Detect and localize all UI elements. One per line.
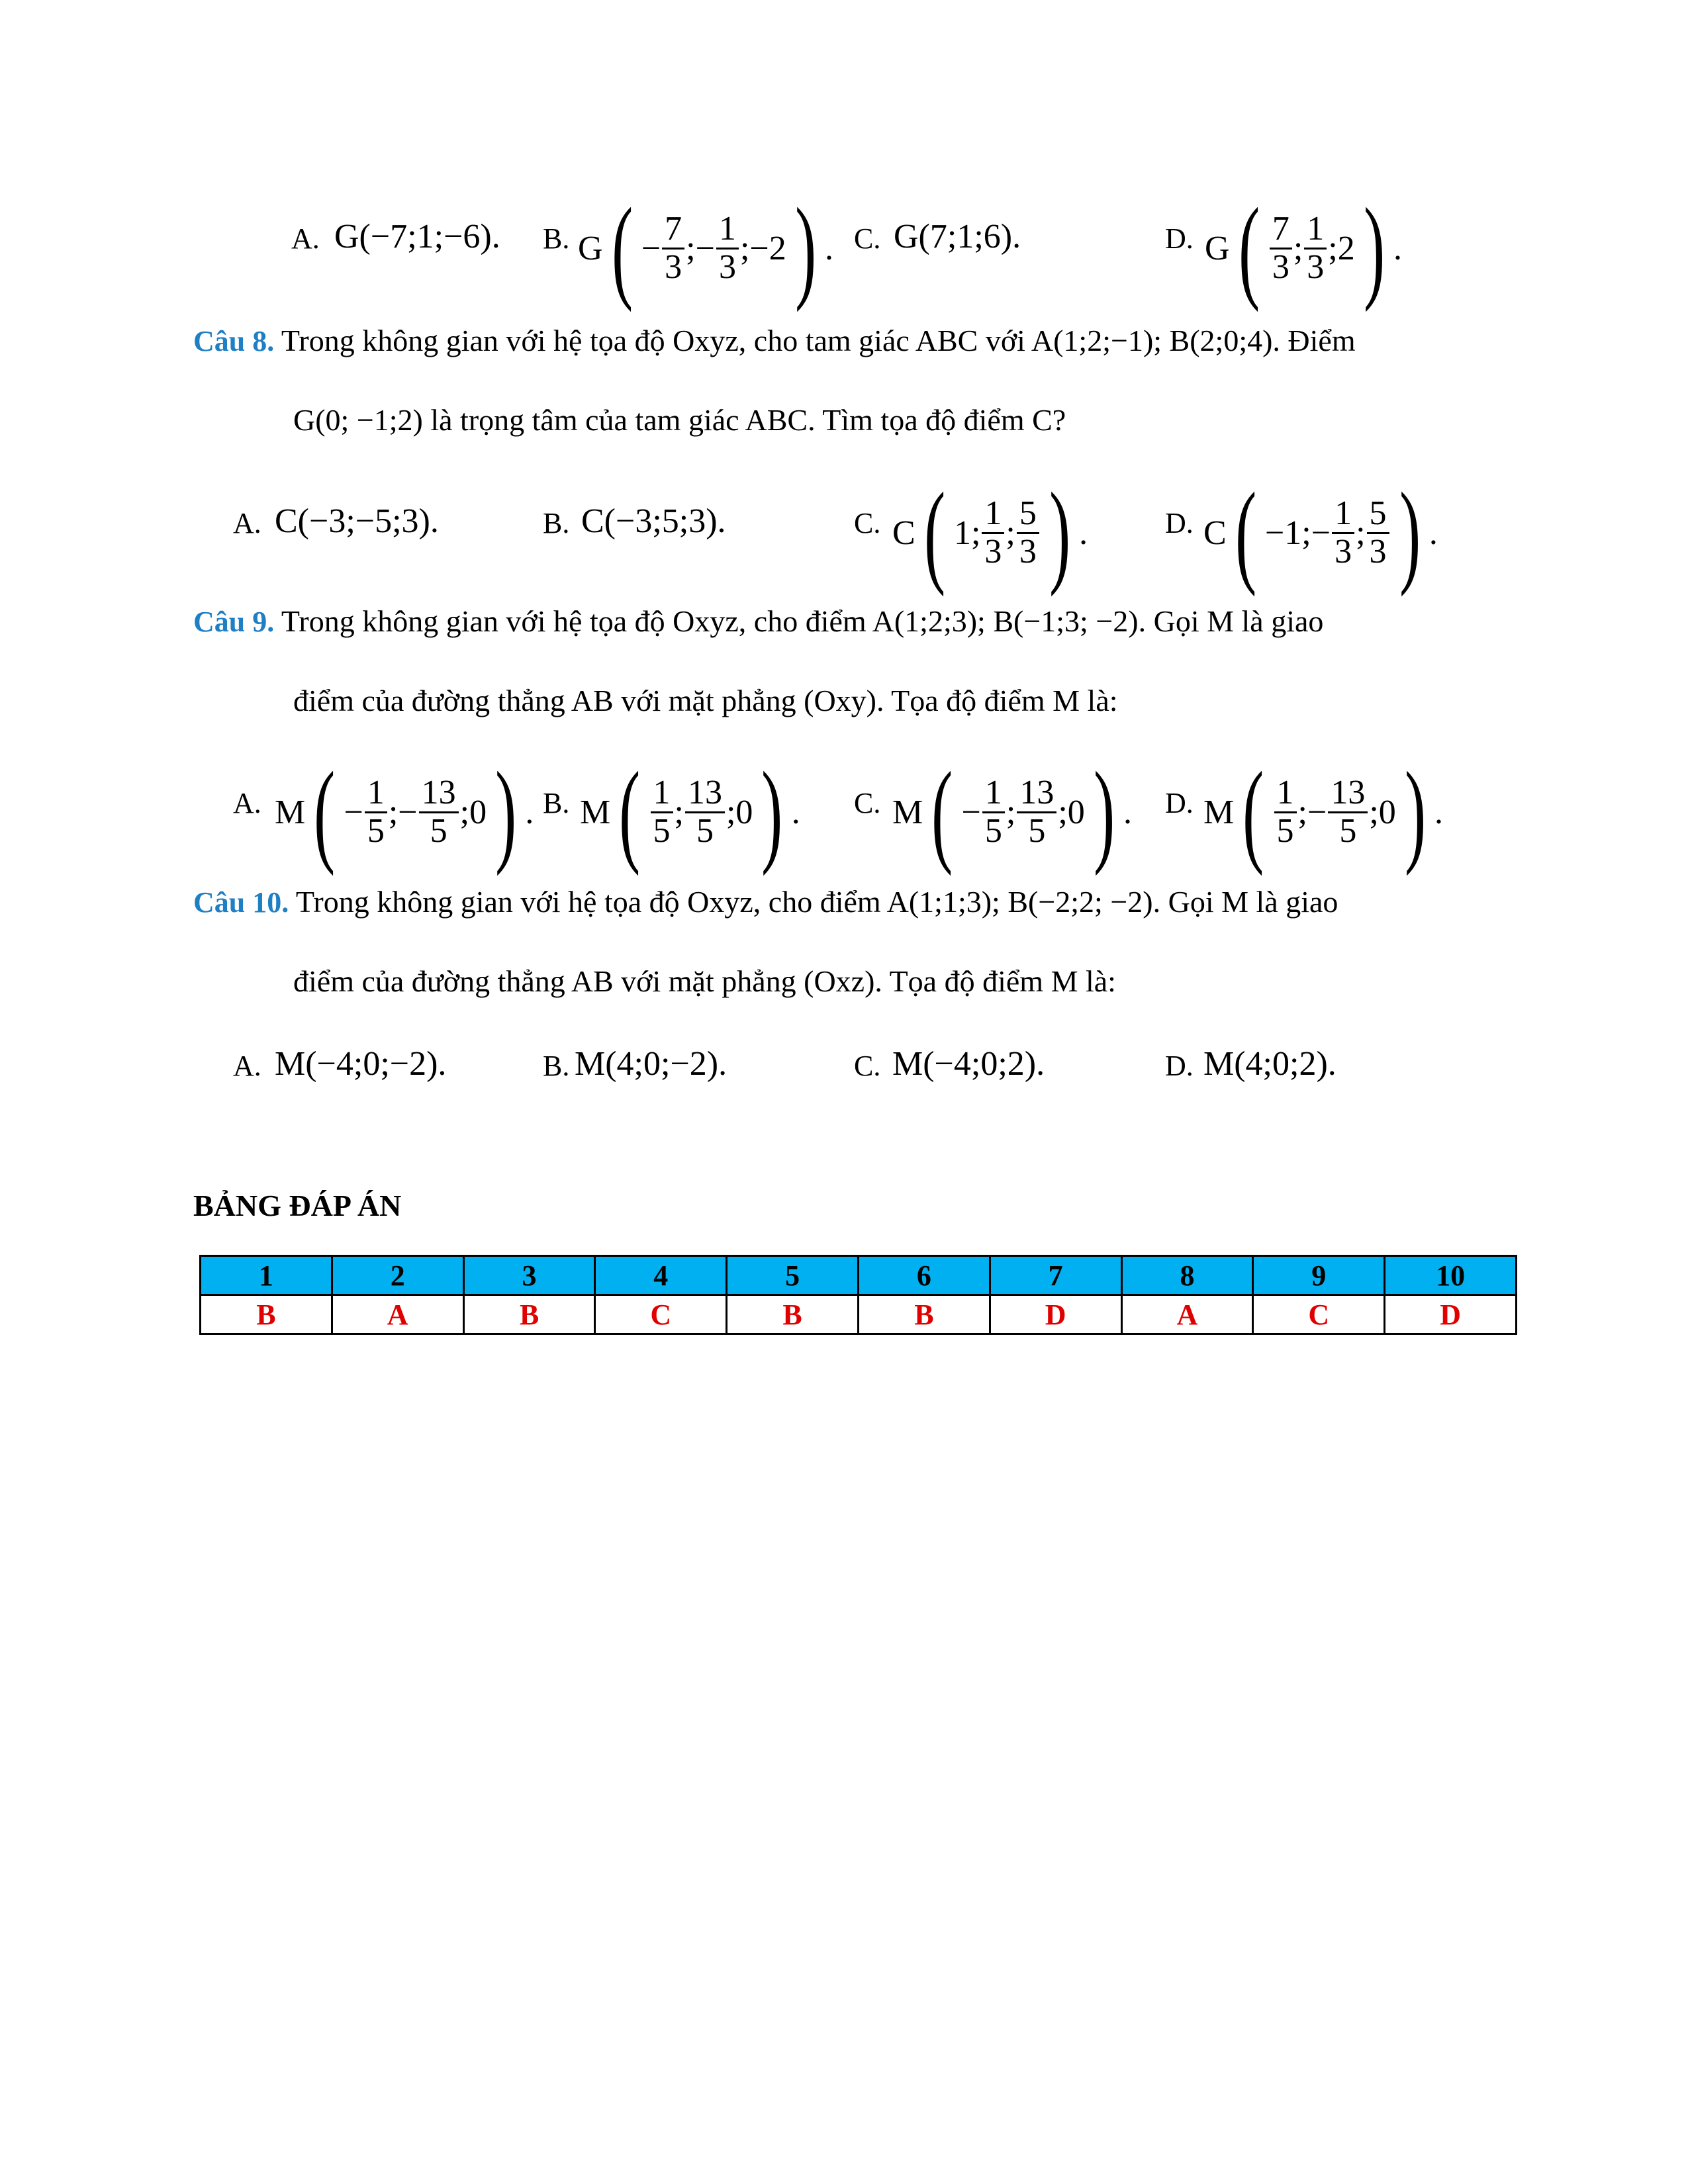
answer-value-cell: D <box>990 1295 1121 1334</box>
answer-value-cell: C <box>595 1295 727 1334</box>
q8-option-b: C(−3;5;3). <box>581 502 726 540</box>
q7-option-a-label: A. <box>291 222 320 255</box>
q9-line2: điểm của đường thẳng AB với mặt phẳng (Oxy). Tọa độ điểm M là: <box>293 684 1118 717</box>
q10-option-b-label: B. <box>543 1050 570 1082</box>
q10-option-c: M(−4;0;2). <box>892 1045 1045 1083</box>
answer-number-cell: 4 <box>595 1256 727 1295</box>
answer-number-cell: 8 <box>1121 1256 1253 1295</box>
q8-option-b-label: B. <box>543 507 570 539</box>
answer-heading: BẢNG ĐÁP ÁN <box>193 1189 402 1222</box>
q8-option-d-label: D. <box>1165 507 1194 539</box>
q9-option-d: M ( $\frac{1}{5}$ ;− $\frac{13}{5}$ ;0 ) . <box>1203 748 1444 876</box>
answer-number-cell: 6 <box>858 1256 990 1295</box>
q9-option-a-label: A. <box>233 787 261 819</box>
q7-option-c-label: C. <box>854 222 881 255</box>
answer-number-cell: 2 <box>332 1256 463 1295</box>
answer-table-values-row <box>201 1295 1517 1334</box>
answer-value-cell: A <box>1121 1295 1253 1334</box>
q8-option-d: C ( −1;− $\frac{1}{3}$ ; $\frac{5}{3}$ ) . <box>1203 469 1438 597</box>
answer-value-cell: B <box>201 1295 332 1334</box>
q8-line2: G(0; −1;2) là trọng tâm của tam giác ABC. Tìm tọa độ điểm C? <box>293 403 1066 437</box>
answer-value-cell: C <box>1253 1295 1385 1334</box>
q10-option-d-label: D. <box>1165 1050 1194 1082</box>
answer-number-cell: 7 <box>990 1256 1121 1295</box>
answer-value-cell: D <box>1385 1295 1517 1334</box>
answer-number-cell: 9 <box>1253 1256 1385 1295</box>
q7-option-a: G(−7;1;−6). <box>334 218 500 255</box>
q10-label: Câu 10. <box>193 886 289 919</box>
answer-value-cell: B <box>858 1295 990 1334</box>
answer-value-cell: B <box>463 1295 595 1334</box>
answer-value-cell: A <box>332 1295 463 1334</box>
q7-option-d: G ( $\frac{7}{3}$ ; $\frac{1}{3}$ ;2 ) . <box>1205 184 1403 312</box>
answer-number-cell: 1 <box>201 1256 332 1295</box>
q9-option-c: M ( − $\frac{1}{5}$ ; $\frac{13}{5}$ ;0 ) . <box>892 748 1133 876</box>
q10-option-a: M(−4;0;−2). <box>275 1045 447 1083</box>
q9-option-a: M ( − $\frac{1}{5}$ ;− $\frac{13}{5}$ ;0 ) . <box>275 748 534 876</box>
q7-option-b: G ( − $\frac{7}{3}$ ;− $\frac{1}{3}$ ;−2 ) . <box>578 184 834 312</box>
answer-table <box>199 1255 1517 1335</box>
q10-option-b: M(4;0;−2). <box>575 1045 727 1083</box>
q10-option-a-label: A. <box>233 1050 261 1082</box>
answer-value-cell: B <box>727 1295 859 1334</box>
q10-option-c-label: C. <box>854 1050 881 1082</box>
q10-line2: điểm của đường thẳng AB với mặt phẳng (Oxz). Tọa độ điểm M là: <box>293 964 1116 998</box>
q8-option-c: C ( 1; $\frac{1}{3}$ ; $\frac{5}{3}$ ) . <box>892 469 1088 597</box>
answer-number-cell: 5 <box>727 1256 859 1295</box>
q7-option-d-label: D. <box>1165 222 1194 255</box>
q8-option-a-label: A. <box>233 507 261 539</box>
q10-line1: Câu 10. Trong không gian với hệ tọa độ Oxyz, cho điểm A(1;1;3); B(−2;2; −2). Gọi M là giao <box>193 885 1338 919</box>
q9-option-c-label: C. <box>854 787 881 819</box>
q9-option-b: M ( $\frac{1}{5}$ ; $\frac{13}{5}$ ;0 ) . <box>580 748 800 876</box>
answer-table-header-row <box>201 1256 1517 1295</box>
q9-option-d-label: D. <box>1165 787 1194 819</box>
answer-number-cell: 3 <box>463 1256 595 1295</box>
q8-option-c-label: C. <box>854 507 881 539</box>
q7-option-c: G(7;1;6). <box>894 218 1021 255</box>
q8-label: Câu 8. <box>193 325 275 357</box>
q9-option-b-label: B. <box>543 787 570 819</box>
q7-option-b-label: B. <box>543 222 570 255</box>
q8-option-a: C(−3;−5;3). <box>275 502 439 540</box>
q9-label: Câu 9. <box>193 606 275 638</box>
q9-line1: Câu 9. Trong không gian với hệ tọa độ Oxyz, cho điểm A(1;2;3); B(−1;3; −2). Gọi M là giao <box>193 604 1324 638</box>
q8-line1: Câu 8. Trong không gian với hệ tọa độ Oxyz, cho tam giác ABC với A(1;2;−1); B(2;0;4). Điểm <box>193 324 1356 357</box>
answer-number-cell: 10 <box>1385 1256 1517 1295</box>
q10-option-d: M(4;0;2). <box>1203 1045 1336 1083</box>
